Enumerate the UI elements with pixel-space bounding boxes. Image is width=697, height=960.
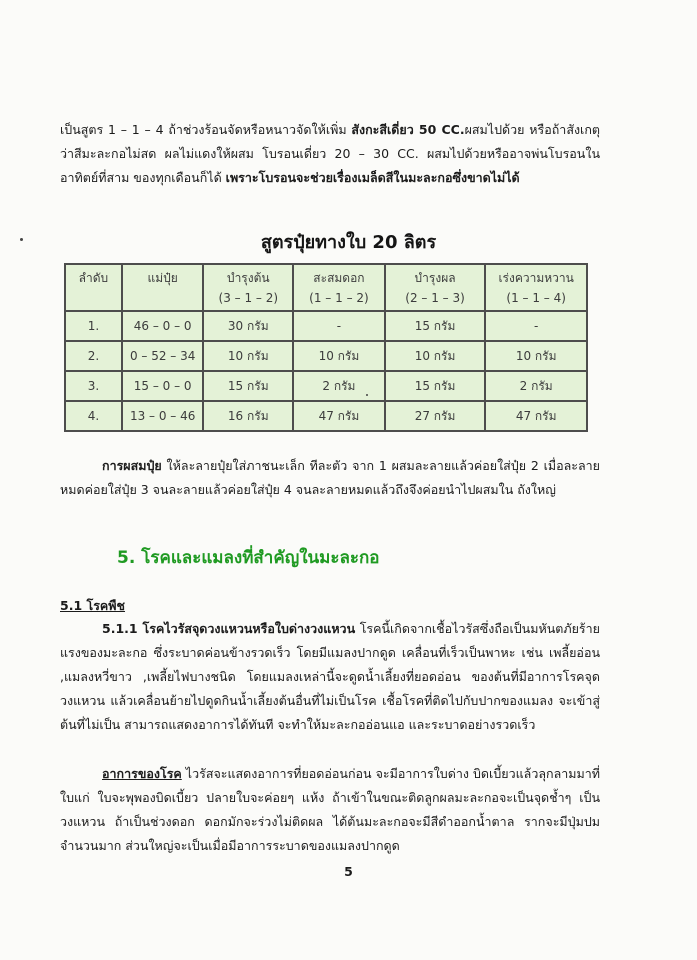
section-heading: 5. โรคและแมลงที่สำคัญในมะละกอ bbox=[117, 548, 380, 568]
zinc-emphasis: สังกะสีเดี่ยว 50 CC. bbox=[351, 122, 465, 137]
symptoms-label: อาการของโรค bbox=[102, 766, 182, 781]
table-cell: 13 – 0 – 46 bbox=[122, 401, 204, 431]
table-cell: 10 กรัม bbox=[485, 341, 587, 371]
table-cell: 30 กรัม bbox=[203, 311, 293, 341]
header-cell: สะสมดอก (1 – 1 – 2) bbox=[293, 264, 385, 311]
header-cell: เร่งความหวาน (1 – 1 – 4) bbox=[485, 264, 587, 311]
table-cell: 0 – 52 – 34 bbox=[122, 341, 204, 371]
scan-speck bbox=[366, 394, 368, 396]
header-cell: แม่ปุ๋ย bbox=[122, 264, 204, 311]
paragraph-ringspot-virus bbox=[60, 617, 600, 737]
table-cell: 3. bbox=[65, 371, 122, 401]
paragraph-text: ไวรัสจะแสดงอาการที่ยอดอ่อนก่อน จะมีอาการใบด่าง บิดเบี้ยวแล้วลุกลามมาที่ใบแก่ ใบจะพุพองบิดเบี้ยว ปลายใบจะค่อยๆ แห้ง ถ้าเข้าในขณะติดลูกผลมะละกอจะเป็นจุดช้ำๆ เป็นวงแหวน ถ้าเป็นช่วงดอก ดอกมักจะร่วงไม่ติดผล ได้ต้นมะละกอจะมีสีดำออกน้ำตาล รากจะมีปุ่มปมจำนวนมาก ส่วนใหญ่จะเป็นเมื่อมีอาการระบาดของแมลงปากดูด bbox=[60, 766, 600, 853]
table-row bbox=[65, 401, 587, 431]
table-row bbox=[65, 341, 587, 371]
scan-speck bbox=[20, 238, 23, 241]
table-cell: 47 กรัม bbox=[293, 401, 385, 431]
table-cell: 16 กรัม bbox=[203, 401, 293, 431]
boron-emphasis: เพราะโบรอนจะช่วยเรื่องเมล็ดสีในมะละกอซึ่งขาดไม่ได้ bbox=[225, 170, 520, 185]
paragraph-symptoms bbox=[60, 762, 600, 858]
table-cell: - bbox=[293, 311, 385, 341]
paragraph-text: เป็นสูตร 1 – 1 – 4 ถ้าช่วงร้อนจัดหรือหนาวจัดให้เพิ่ม bbox=[60, 122, 352, 137]
table-row bbox=[65, 371, 587, 401]
paragraph-text: โรคนี้เกิดจากเชื้อไวรัสซึ่งถือเป็นมหันตภัยร้ายแรงของมะละกอ ซึ่งระบาดค่อนข้างรวดเร็ว โดยมีแมลงปากดูด เคลื่อนที่เร็วเป็นพาหะ เช่น เพลี้ยอ่อน ,แมลงหวี่ขาว ,เพลี้ยไฟบางชนิด โดยแมลงเหล่านี้จะดูดน้ำเลี้ยงที่ยอดอ่อน ของต้นที่มีอาการโรคจุดวงแหวน แล้วเคลื่อนย้ายไปดูดกินน้ำเลี้ยงต้นอื่นที่ไม่เป็นโรค เชื้อโรคที่ติดไปกับปากของแมลง จะเข้าสู่ต้นที่ไม่เป็น สามารถแสดงอาการได้ทันที จะทำให้มะละกออ่อนแอ และระบาดอย่างรวดเร็ว bbox=[60, 621, 600, 732]
table-cell: 2. bbox=[65, 341, 122, 371]
table-cell: 10 กรัม bbox=[203, 341, 293, 371]
table-cell: 2 กรัม bbox=[485, 371, 587, 401]
mixing-label: การผสมปุ๋ย bbox=[102, 458, 162, 473]
subsection-heading: 5.1 โรคพืช bbox=[60, 598, 126, 613]
ringspot-title: 5.1.1 โรคไวรัสจุดวงแหวนหรือใบด่างวงแหวน bbox=[102, 621, 356, 636]
table-cell: 27 กรัม bbox=[385, 401, 486, 431]
header-cell: บำรุงผล (2 – 1 – 3) bbox=[385, 264, 486, 311]
table-cell: 15 – 0 – 0 bbox=[122, 371, 204, 401]
table-row bbox=[65, 311, 587, 341]
table-cell: 46 – 0 – 0 bbox=[122, 311, 204, 341]
table-cell: 10 กรัม bbox=[293, 341, 385, 371]
table-cell: 4. bbox=[65, 401, 122, 431]
table-header-row bbox=[65, 264, 587, 311]
header-cell: บำรุงต้น (3 – 1 – 2) bbox=[203, 264, 293, 311]
page-number: 5 bbox=[344, 864, 353, 879]
table-cell: 15 กรัม bbox=[385, 311, 486, 341]
table-title: สูตรปุ๋ยทางใบ 20 ลิตร bbox=[260, 232, 437, 253]
table-cell: 15 กรัม bbox=[385, 371, 486, 401]
paragraph-text: ผสมไปด้วย หรือถ้าสังเกตุว่าสีมะละกอไม่สด ผลไม่แดงให้ผสม โบรอนเดี่ยว 20 – 30 CC. ผสมไปด้วยหรืออาจพ่นโบรอนในอาทิตย์ที่สาม ของทุกเดือนก็ได้ bbox=[60, 122, 601, 185]
table-cell: - bbox=[485, 311, 587, 341]
paragraph-mixing-instructions bbox=[60, 454, 600, 502]
table-cell: 47 กรัม bbox=[485, 401, 587, 431]
table-cell: 1. bbox=[65, 311, 122, 341]
header-cell: ลำดับ bbox=[65, 264, 122, 311]
fertilizer-formula-table bbox=[64, 263, 588, 432]
table-cell: 2 กรัม bbox=[293, 371, 385, 401]
table-cell: 10 กรัม bbox=[385, 341, 486, 371]
table-cell: 15 กรัม bbox=[203, 371, 293, 401]
paragraph-boron-note bbox=[60, 118, 600, 190]
paragraph-text: ให้ละลายปุ๋ยใส่ภาชนะเล็ก ทีละตัว จาก 1 ผสมละลายแล้วค่อยใส่ปุ๋ย 2 เมื่อละลายหมดค่อยใส่ปุ๋ย 3 จนละลายแล้วค่อยใส่ปุ๋ย 4 จนละลายหมดแล้วถึงจึงค่อยนำไปผสมใน ถังใหญ่ bbox=[60, 458, 600, 497]
